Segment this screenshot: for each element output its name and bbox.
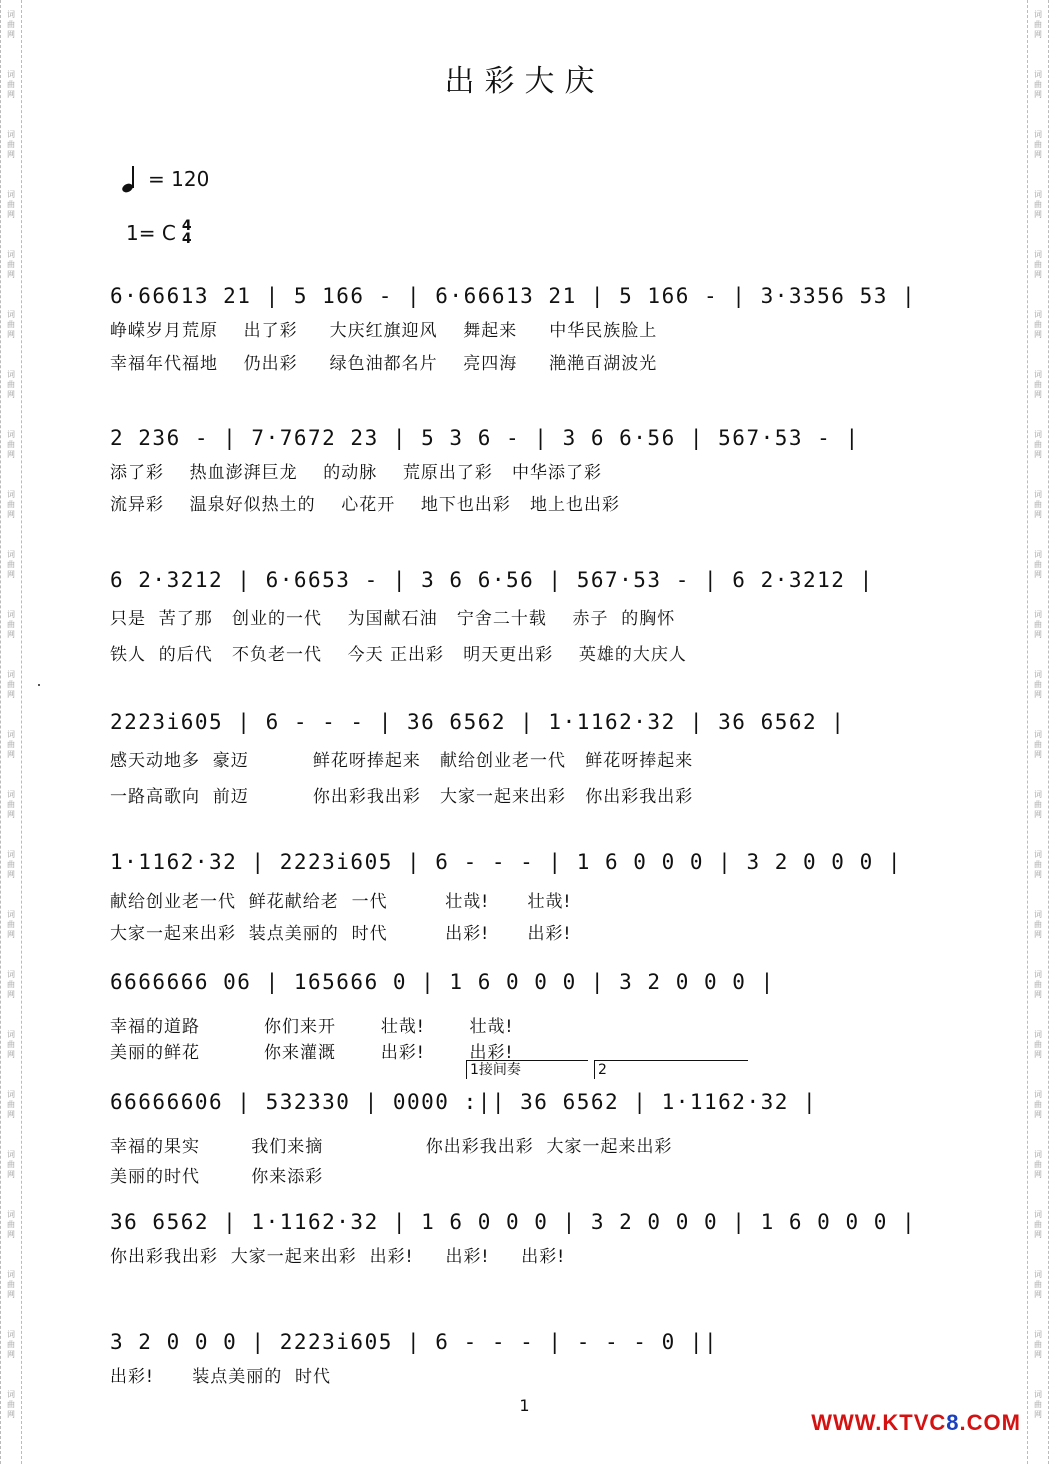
side-watermark-text: 词 曲 网: [7, 550, 15, 579]
site-logo-part-b: 8: [946, 1410, 960, 1435]
volta-second-ending: 2: [594, 1060, 748, 1079]
side-watermark-text: 词 曲 网: [7, 70, 15, 99]
side-watermark-text: 词 曲 网: [7, 1210, 15, 1239]
side-watermark-text: 词 曲 网: [7, 1030, 15, 1059]
side-watermark-text: 词 曲 网: [7, 130, 15, 159]
site-logo-part-c: .COM: [959, 1410, 1021, 1435]
side-watermark-text: 词 曲 网: [7, 970, 15, 999]
side-watermark-text: 词 曲 网: [7, 10, 15, 39]
tempo-marking: [122, 166, 209, 192]
lyric-line-1: 幸福的果实 我们来摘 你出彩我出彩 大家一起来出彩: [110, 1137, 673, 1157]
time-signature-bottom: 4: [181, 231, 192, 247]
side-watermark-text: 词 曲 网: [1034, 1030, 1042, 1059]
lyric-line-1: 幸福的道路 你们来开 壮哉! 壮哉!: [110, 1017, 514, 1037]
lyric-line-1: 峥嵘岁月荒原 出了彩 大庆红旗迎风 舞起来 中华民族脸上: [110, 321, 658, 341]
side-watermark-text: 词 曲 网: [7, 910, 15, 939]
side-watermark-text: 词 曲 网: [1034, 1390, 1042, 1419]
side-watermark-text: 词 曲 网: [1034, 1150, 1042, 1179]
site-logo: [811, 1410, 1021, 1436]
side-watermark-text: 词 曲 网: [1034, 1330, 1042, 1359]
lyric-line-2: 美丽的时代 你来添彩: [110, 1167, 324, 1187]
stray-dot: [38, 684, 40, 686]
side-watermark-text: 词 曲 网: [7, 250, 15, 279]
side-watermark-text: 词 曲 网: [1034, 910, 1042, 939]
side-watermark-text: 词 曲 网: [1034, 550, 1042, 579]
side-watermark-text: 词 曲 网: [7, 730, 15, 759]
lyric-line-1: 只是 苦了那 创业的一代 为国献石油 宁舍二十载 赤子 的胸怀: [110, 609, 676, 629]
side-watermark-text: 词 曲 网: [7, 190, 15, 219]
notes-line: 6666666 06 | 165666 0 | 1 6 0 0 0 | 3 2 0 0 0 |: [110, 970, 775, 994]
side-watermark-text: 词 曲 网: [7, 1090, 15, 1119]
side-watermark-text: 词 曲 网: [7, 310, 15, 339]
site-logo-part-a: WWW.KTVC: [811, 1410, 947, 1435]
lyric-line-2: 流异彩 温泉好似热土的 心花开 地下也出彩 地上也出彩: [110, 495, 621, 515]
lyric-line-1: 献给创业老一代 鲜花献给老 一代 壮哉! 壮哉!: [110, 892, 572, 912]
notes-line: 2223i605 | 6 - - - | 36 6562 | 1·1162·32 | 36 6562 |: [110, 710, 846, 734]
key-signature: [126, 220, 192, 246]
side-watermark-text: 词 曲 网: [1034, 10, 1042, 39]
side-watermark-text: 词 曲 网: [1034, 1090, 1042, 1119]
right-watermark-strip: [1027, 0, 1049, 1464]
lyric-line-2: 大家一起来出彩 装点美丽的 时代 出彩! 出彩!: [110, 924, 572, 944]
side-watermark-text: 词 曲 网: [1034, 850, 1042, 879]
side-watermark-text: 词 曲 网: [1034, 310, 1042, 339]
lyric-line-1: 添了彩 热血澎湃巨龙 的动脉 荒原出了彩 中华添了彩: [110, 463, 603, 483]
notes-line: 6·66613 21 | 5 166 - | 6·66613 21 | 5 166 - | 3·3356 53 |: [110, 284, 917, 308]
side-watermark-text: 词 曲 网: [7, 1150, 15, 1179]
notes-line: 6 2·3212 | 6·6653 - | 3 6 6·56 | 567·53 - | 6 2·3212 |: [110, 568, 874, 592]
lyric-line-1: 感天动地多 豪迈 鲜花呀捧起来 献给创业老一代 鲜花呀捧起来: [110, 751, 694, 771]
side-watermark-text: 词 曲 网: [1034, 70, 1042, 99]
side-watermark-text: 词 曲 网: [7, 490, 15, 519]
notes-line: 2 236 - | 7·7672 23 | 5 3 6 - | 3 6 6·56 | 567·53 - |: [110, 426, 860, 450]
score-title: 出彩大庆: [444, 64, 605, 99]
time-signature: [182, 220, 192, 246]
lyric-line-2: 幸福年代福地 仍出彩 绿色油都名片 亮四海 滟滟百湖波光: [110, 354, 658, 374]
side-watermark-text: 词 曲 网: [7, 430, 15, 459]
volta-first-ending: 1接间奏: [466, 1060, 588, 1079]
side-watermark-text: 词 曲 网: [1034, 610, 1042, 639]
side-watermark-text: 词 曲 网: [1034, 430, 1042, 459]
side-watermark-text: 词 曲 网: [7, 850, 15, 879]
page-number: 1: [519, 1396, 530, 1415]
side-watermark-text: 词 曲 网: [1034, 1210, 1042, 1239]
quarter-note-icon: [122, 166, 138, 192]
side-watermark-text: 词 曲 网: [7, 1390, 15, 1419]
key-label: 1= C: [126, 221, 176, 245]
notes-line: 66666606 | 532330 | 0000 :|| 36 6562 | 1·1162·32 |: [110, 1090, 818, 1114]
side-watermark-text: 词 曲 网: [7, 610, 15, 639]
side-watermark-text: 词 曲 网: [1034, 970, 1042, 999]
notes-line: 3 2 0 0 0 | 2223i605 | 6 - - - | - - - 0 ||: [110, 1330, 719, 1354]
lyric-line-2: 铁人 的后代 不负老一代 今天 正出彩 明天更出彩 英雄的大庆人: [110, 645, 687, 665]
side-watermark-text: 词 曲 网: [1034, 1270, 1042, 1299]
side-watermark-text: 词 曲 网: [1034, 670, 1042, 699]
notes-line: 36 6562 | 1·1162·32 | 1 6 0 0 0 | 3 2 0 0 0 | 1 6 0 0 0 |: [110, 1210, 917, 1234]
lyric-line-1: 出彩! 装点美丽的 时代: [110, 1367, 332, 1387]
side-watermark-text: 词 曲 网: [1034, 250, 1042, 279]
lyric-line-2: 一路高歌向 前迈 你出彩我出彩 大家一起来出彩 你出彩我出彩: [110, 787, 694, 807]
side-watermark-text: 词 曲 网: [7, 790, 15, 819]
side-watermark-text: 词 曲 网: [7, 370, 15, 399]
side-watermark-text: 词 曲 网: [1034, 490, 1042, 519]
lyric-line-1: 你出彩我出彩 大家一起来出彩 出彩! 出彩! 出彩!: [110, 1247, 566, 1267]
side-watermark-text: 词 曲 网: [1034, 790, 1042, 819]
left-watermark-strip: [0, 0, 22, 1464]
side-watermark-text: 词 曲 网: [7, 1270, 15, 1299]
time-signature-top: 4: [181, 218, 192, 234]
notes-line: 1·1162·32 | 2223i605 | 6 - - - | 1 6 0 0 0 | 3 2 0 0 0 |: [110, 850, 903, 874]
side-watermark-text: 词 曲 网: [7, 670, 15, 699]
tempo-value: = 120: [148, 167, 210, 191]
side-watermark-text: 词 曲 网: [7, 1330, 15, 1359]
lyric-line-2: 美丽的鲜花 你来灌溉 出彩! 出彩!: [110, 1043, 514, 1063]
side-watermark-text: 词 曲 网: [1034, 730, 1042, 759]
side-watermark-text: 词 曲 网: [1034, 370, 1042, 399]
side-watermark-text: 词 曲 网: [1034, 130, 1042, 159]
side-watermark-text: 词 曲 网: [1034, 190, 1042, 219]
